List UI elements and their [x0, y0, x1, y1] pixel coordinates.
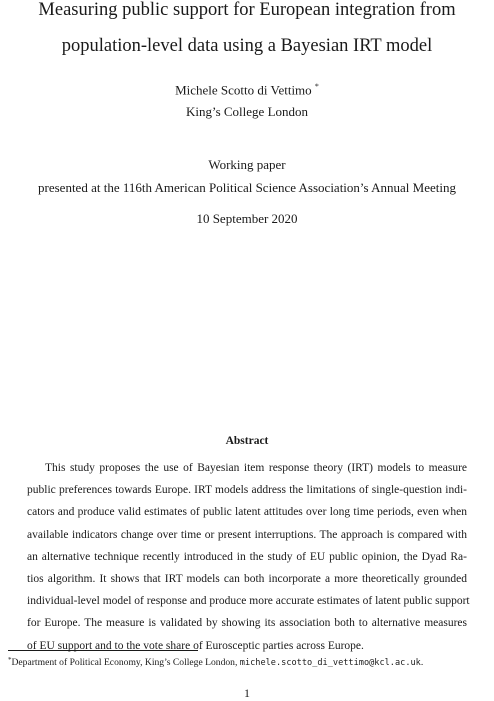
footnote-rule	[8, 650, 198, 651]
footnote-marker: *	[8, 656, 12, 664]
abstract-line: This study proposes the use of Bayesian item response theory (IRT) models to measure	[45, 462, 467, 474]
abstract-line: available indicators change over time or present interruptions. The approach is compared with	[27, 528, 467, 541]
paper-status-label: Working paper	[208, 157, 286, 172]
abstract-body	[27, 457, 470, 657]
author-affiliation: King’s College London	[185, 104, 309, 119]
abstract-line: tios algorithm. It shows that IRT models can both incorporate a more theoretically grounded	[27, 572, 467, 585]
footnote-email[interactable]: michele.scotto_di_vettimo@kcl.ac.uk	[239, 658, 421, 668]
author-name: Michele Scotto di Vettimo	[175, 82, 312, 98]
abstract-line: for Europe. The measure is validated by showing its association both to alternative measures	[27, 617, 467, 630]
author-block	[0, 82, 494, 98]
paper-title-line-1: Measuring public support for European integration from	[38, 0, 456, 20]
paper-venue: presented at the 116th American Political Science Association’s Annual Meeting	[38, 180, 456, 195]
footnote	[8, 656, 488, 668]
abstract-line: individual-level model of response and produce more accurate estimates of latent public support	[27, 595, 470, 608]
author-footnote-marker: *	[314, 82, 319, 91]
abstract-line: an alternative technique recently introduced in the study of EU public opinion, the Dyad Ra-	[27, 550, 467, 563]
abstract-line: public preferences towards Europe. IRT models address the limitations of single-question indi-	[27, 484, 467, 497]
abstract-line: of EU support and to the vote share of Eurosceptic parties across Europe.	[27, 639, 364, 652]
abstract-heading: Abstract	[225, 435, 269, 447]
page-number: 1	[244, 686, 250, 700]
footnote-end: .	[420, 657, 424, 668]
footnote-text: Department of Political Economy, King’s College London,	[11, 657, 240, 668]
paper-title-line-2: population-level data using a Bayesian IRT model	[61, 36, 433, 56]
abstract-line: cators and produce valid estimates of public latent attitudes over long time periods, even when	[27, 506, 467, 519]
paper-date: 10 September 2020	[196, 211, 298, 226]
